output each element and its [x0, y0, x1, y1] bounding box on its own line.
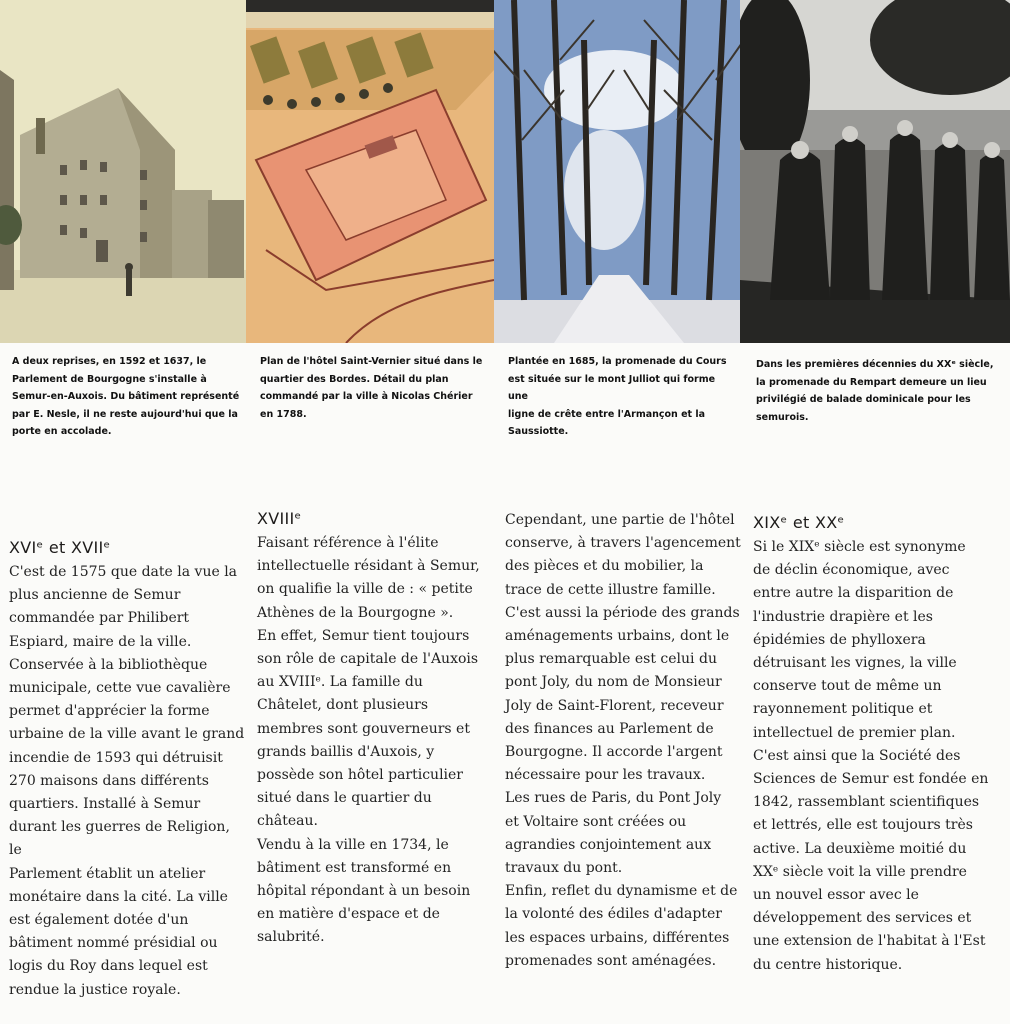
- section-body: Cependant, une partie de l'hôtel conserve, à travers l'agencement des pièces et du mobilier, la trace de cette illustre famille. C'est aussi la période des grands aménagements urbains, dont le plus remarquable est celui du pont Joly, du nom de Monsieur Joly de Saint-Florent, receveur des finances au Parlement de Bourgogne. Il accorde l'argent nécessaire pour les travaux. Les rues de Paris, du Pont Joly et Voltaire sont créées ou agrandies conjointement aux travaux du pont. Enfin, reflet du dynamisme et de la volonté des édiles d'adapter les espaces urbains, différentes promenades sont aménagées.: [505, 512, 741, 969]
- old-building-engraving-image: [0, 0, 246, 343]
- section-xviii: [257, 509, 493, 950]
- section-xix-xx: [753, 513, 989, 977]
- caption-parlement: A deux reprises, en 1592 et 1637, le Parlement de Bourgogne s'installe à Semur-en-Auxois. Du bâtiment représenté par E. Nesle, il ne reste aujourd'hui que la porte en accolade.: [12, 356, 240, 437]
- section-xviii-continued: [505, 509, 741, 973]
- section-heading: XVIIIᵉ: [257, 509, 302, 528]
- caption-promenade-cours: Plantée en 1685, la promenade du Cours est située sur le mont Julliot qui forme une ligne de crête entre l'Armançon et la Saussiotte.: [508, 356, 727, 437]
- caption-hotel-plan: Plan de l'hôtel Saint-Vernier situé dans le quartier des Bordes. Détail du plan commandé par la ville à Nicolas Chérier en 1788.: [260, 356, 483, 420]
- section-heading: XIXᵉ et XXᵉ: [753, 513, 845, 532]
- section-body: Faisant référence à l'élite intellectuelle résidant à Semur, on qualifie la ville de : « petite Athènes de la Bourgogne ». En effet, Semur tient toujours son rôle de capitale de l'Auxois au XVIIIᵉ. La famille du Châtelet, dont plusieurs membres sont gouverneurs et grands baillis d'Auxois, y possède son hôtel particulier situé dans le quartier du château. Vendu à la ville en 1734, le bâtiment est transformé en hôpital répondant à un besoin en matière d'espace et de salubrité.: [257, 535, 480, 946]
- section-body: C'est de 1575 que date la vue la plus ancienne de Semur commandée par Philibert Espiard, maire de la ville. Conservée à la bibliothèque municipale, cette vue cavalière permet d'apprécier la forme urbaine de la ville avant le grand incendie de 1593 qui détruisit 270 maisons dans différents quartiers. Installé à Semur durant les guerres de Religion, le Parlement établit un atelier monétaire dans la cité. La ville est également dotée d'un bâtiment nommé présidial ou logis du Roy dans lequel est rendue la justice royale.: [9, 564, 245, 998]
- photo-strip: [0, 0, 1010, 343]
- hotel-plan-map-image: [246, 0, 494, 343]
- caption-promenade-rempart: Dans les premières décennies du XXᵉ siècle, la promenade du Rempart demeure un lieu privilégié de balade dominicale pour les semurois.: [756, 359, 994, 423]
- section-heading: XVIᵉ et XVIIᵉ: [9, 538, 111, 557]
- tree-lined-promenade-image: [494, 0, 740, 343]
- section-body: Si le XIXᵉ siècle est synonyme de déclin économique, avec entre autre la disparition de l'industrie drapière et les épidémies de phylloxera détruisant les vignes, la ville conserve tout de même un rayonnement politique et intellectuel de premier plan. C'est ainsi que la Société des Sciences de Semur est fondée en 1842, rassemblant scientifiques et lettrés, elle est toujours très active. La deuxième moitié du XXᵉ siècle voit la ville prendre un nouvel essor avec le développement des services et une extension de l'habitat à l'Est du centre historique.: [753, 539, 989, 973]
- section-xvi-xvii: [9, 538, 245, 1002]
- people-on-rampart-image: [740, 0, 1010, 343]
